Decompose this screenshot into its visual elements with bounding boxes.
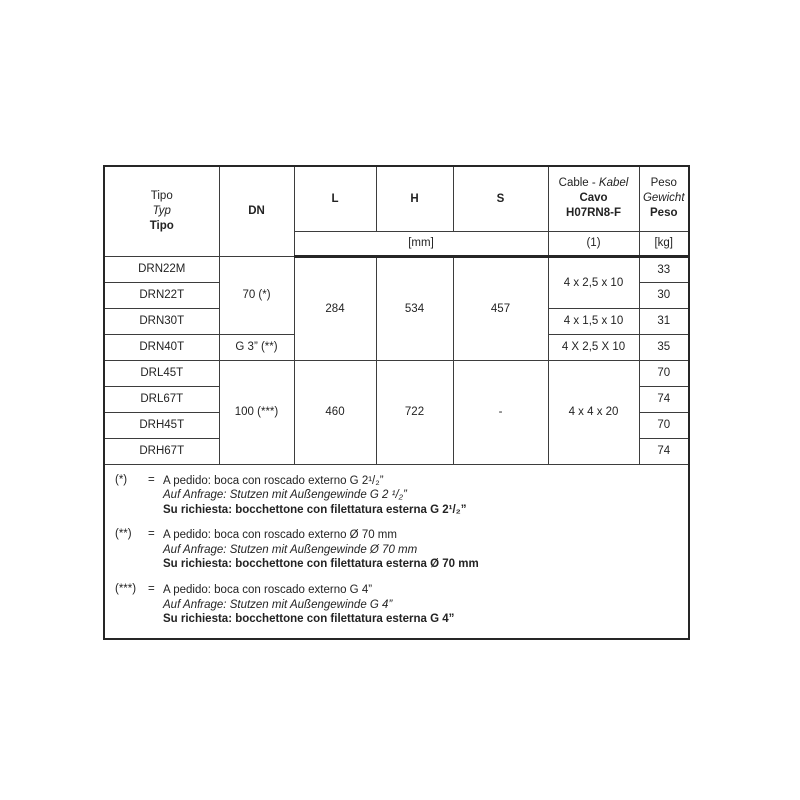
footnote-2-it: Su richiesta: bocchettone con filettatura esterna Ø 70 mm — [163, 558, 479, 571]
cell-tipo: DRN40T — [104, 334, 219, 360]
footnote-2-marker: (**) — [115, 528, 132, 541]
footnote-2-equals: = — [148, 528, 155, 541]
footnotes-row — [104, 464, 689, 639]
cell-s: - — [453, 360, 548, 464]
table-row — [104, 360, 689, 386]
cell-l: 284 — [294, 256, 376, 360]
cell-tipo: DRL45T — [104, 360, 219, 386]
cell-peso: 70 — [639, 360, 689, 386]
cell-tipo: DRH45T — [104, 412, 219, 438]
header-cable-en: Cable - — [558, 177, 599, 190]
header-s: S — [453, 166, 548, 231]
cell-peso: 33 — [639, 256, 689, 282]
cell-dn: G 3” (**) — [219, 334, 294, 360]
header-tipo-de: Typ — [152, 204, 171, 217]
header-tipo-en: Tipo — [150, 189, 173, 202]
header-cable-it: Cavo — [579, 192, 608, 205]
unit-kg: [kg] — [639, 231, 689, 256]
cell-peso: 74 — [639, 438, 689, 464]
header-cable-line1 — [549, 176, 639, 191]
footnote-1-de: Auf Anfrage: Stutzen mit Außengewinde G 2 ¹/₂” — [163, 489, 407, 502]
footnote-1-it: Su richiesta: bocchettone con filettatura esterna G 2¹/₂” — [163, 503, 467, 516]
footnote-1 — [115, 474, 682, 518]
cell-cable: 4 x 1,5 x 10 — [548, 308, 639, 334]
cell-dn: 100 (***) — [219, 360, 294, 464]
cell-tipo: DRN22T — [104, 282, 219, 308]
footnote-1-es: A pedido: boca con roscado externo G 2¹/₂” — [163, 474, 384, 487]
header-dn: DN — [219, 166, 294, 256]
header-l: L — [294, 166, 376, 231]
footnote-3-equals: = — [148, 583, 155, 596]
header-peso-de: Gewicht — [642, 192, 685, 205]
cell-peso: 31 — [639, 308, 689, 334]
footnote-3-de: Auf Anfrage: Stutzen mit Außengewinde G 4” — [163, 598, 393, 611]
spec-table — [103, 165, 690, 640]
footnote-3-es: A pedido: boca con roscado externo G 4” — [163, 584, 373, 597]
cell-s: 457 — [453, 256, 548, 360]
cell-peso: 30 — [639, 282, 689, 308]
unit-cable: (1) — [548, 231, 639, 256]
footnotes-cell — [104, 464, 689, 639]
header-tipo-it: Tipo — [149, 219, 174, 232]
header-cable-de: Kabel — [598, 177, 629, 190]
header-h: H — [376, 166, 453, 231]
header-peso — [639, 166, 689, 231]
footnote-2-de: Auf Anfrage: Stutzen mit Außengewinde Ø 70 mm — [163, 543, 418, 556]
footnote-1-equals: = — [148, 473, 155, 486]
cell-peso: 70 — [639, 412, 689, 438]
header-cable-type: H07RN8-F — [566, 207, 621, 220]
cell-tipo: DRL67T — [104, 386, 219, 412]
footnote-2 — [115, 528, 682, 572]
footnote-3-it: Su richiesta: bocchettone con filettatura esterna G 4” — [163, 613, 455, 626]
cell-peso: 74 — [639, 386, 689, 412]
cell-cable: 4 x 2,5 x 10 — [548, 256, 639, 308]
footnote-1-marker: (*) — [115, 473, 128, 486]
cell-cable: 4 X 2,5 X 10 — [548, 334, 639, 360]
header-peso-en: Peso — [650, 177, 677, 190]
cell-tipo: DRH67T — [104, 438, 219, 464]
cell-tipo: DRN30T — [104, 308, 219, 334]
cell-tipo: DRN22M — [104, 256, 219, 282]
cell-l: 460 — [294, 360, 376, 464]
cell-peso: 35 — [639, 334, 689, 360]
table-row — [104, 256, 689, 282]
header-cable — [548, 166, 639, 231]
footnote-2-es: A pedido: boca con roscado externo Ø 70 mm — [163, 529, 397, 542]
header-tipo — [104, 166, 219, 256]
unit-mm: [mm] — [294, 231, 548, 256]
footnote-3 — [115, 583, 682, 627]
cell-cable: 4 x 4 x 20 — [548, 360, 639, 464]
cell-h: 722 — [376, 360, 453, 464]
header-row-1 — [104, 166, 689, 231]
footnote-3-marker: (***) — [115, 583, 137, 596]
header-peso-it: Peso — [650, 207, 678, 220]
cell-dn: 70 (*) — [219, 256, 294, 334]
cell-h: 534 — [376, 256, 453, 360]
